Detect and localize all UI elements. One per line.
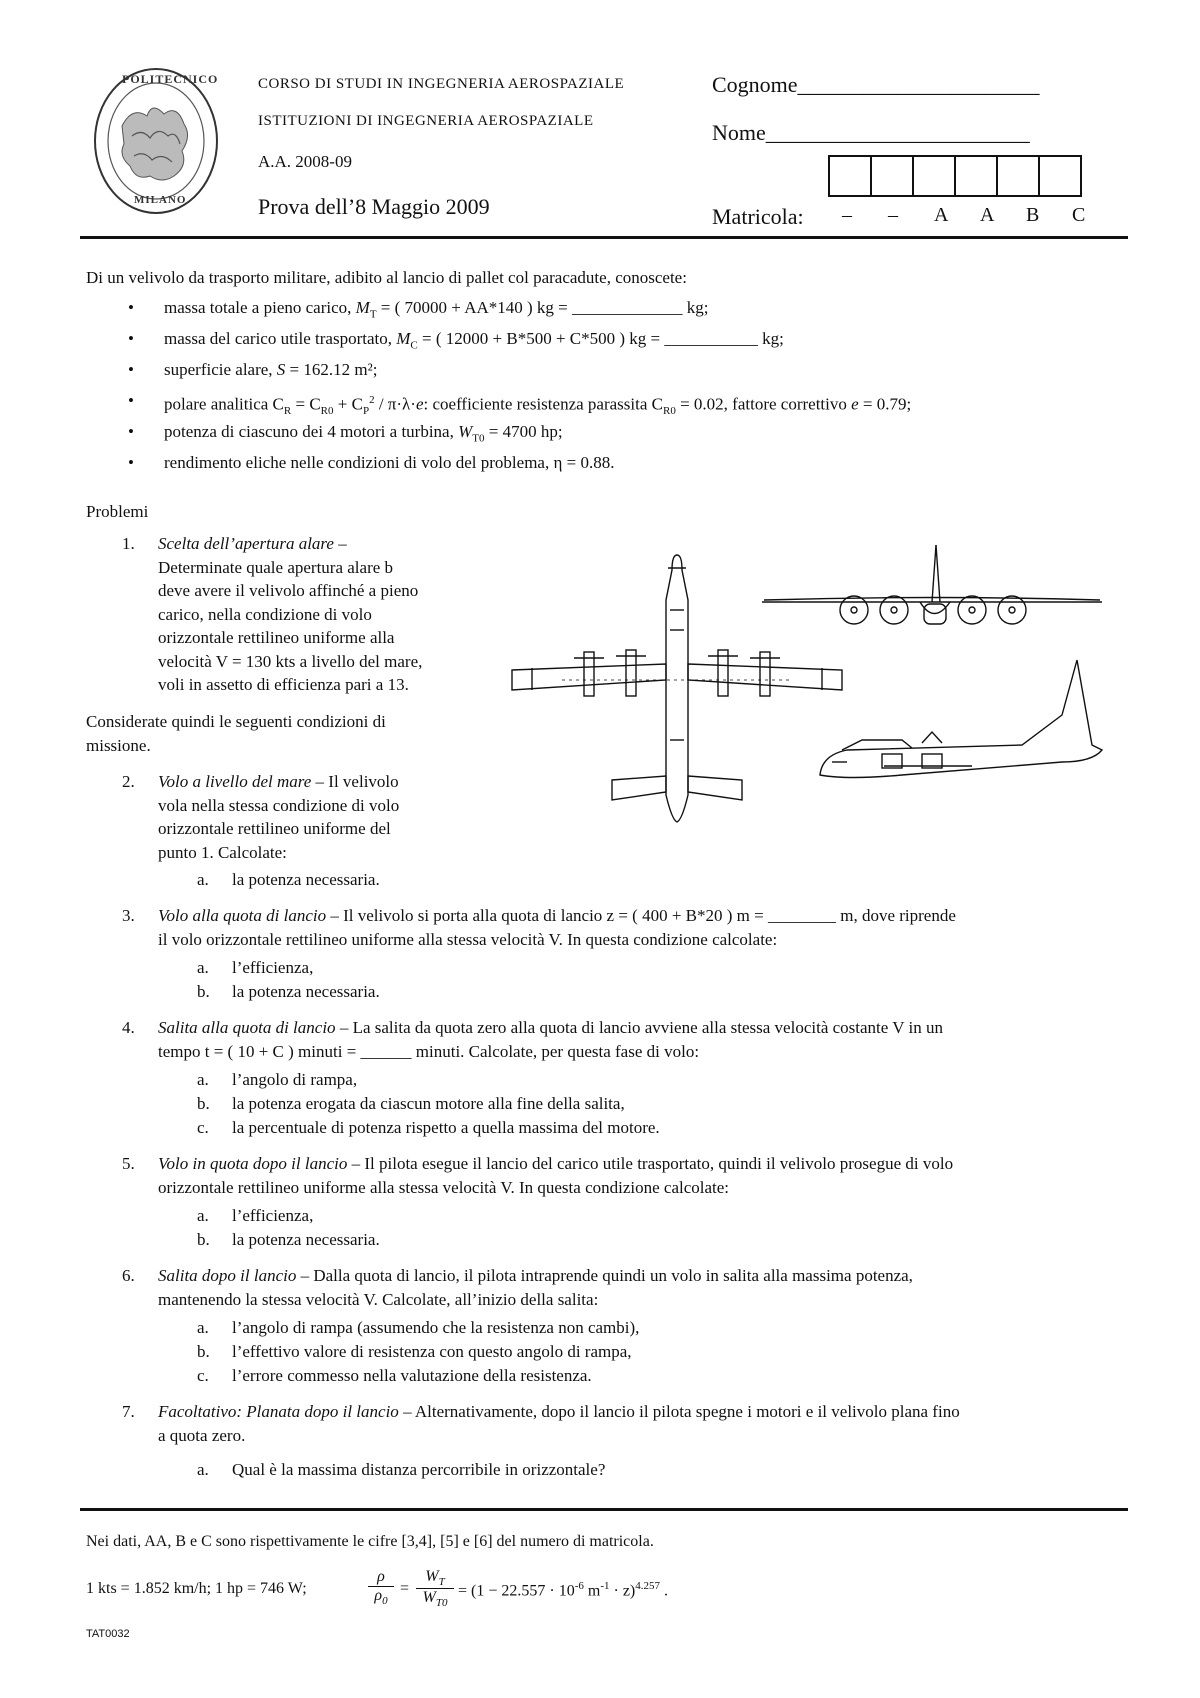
fraction-weight: $W_T$ $W_{T0}$ bbox=[416, 1568, 454, 1609]
footer-formula: 1 kts = 1.852 km/h; 1 hp = 746 W; ρ $\rho_0$ = $W_T$ $W_{T0}$ = ($1 - 22.557 \cdot 10^{-6}$ $m^{-1} \cdot z)^{4.257}$ . bbox=[86, 1568, 669, 1610]
consider-text: Considerate quindi le seguenti condizioni di missione. bbox=[86, 712, 386, 755]
university-seal bbox=[92, 66, 220, 216]
seal-text-top: POLITECNICO bbox=[122, 72, 219, 86]
fraction-rho: ρ $\rho_0$ bbox=[368, 1568, 394, 1607]
matricola-boxes[interactable] bbox=[828, 155, 1080, 197]
list-item: • rendimento eliche nelle condizioni di volo del problema, η = 0.88. bbox=[128, 453, 615, 472]
aircraft-top-view bbox=[512, 555, 842, 822]
matricola-box[interactable] bbox=[912, 155, 956, 197]
list-item: • potenza di ciascuno dei 4 motori a turbina, $W_{T0} = 4700$ hp; bbox=[128, 422, 563, 445]
matricola-digit: A bbox=[980, 204, 995, 226]
course-name: CORSO DI STUDI IN INGEGNERIA AEROSPAZIALE bbox=[258, 76, 625, 92]
matricola-box[interactable] bbox=[954, 155, 998, 197]
list-item: • superficie alare, S = 162.12 m²; bbox=[128, 360, 378, 379]
list-item: • massa del carico utile trasportato, $M_C$ = ( 12000 + B*500 + C*500 ) kg = ___________ kg; bbox=[128, 329, 784, 352]
matricola-box[interactable] bbox=[1038, 155, 1082, 197]
name-field[interactable]: Nome________________________ bbox=[712, 120, 1030, 145]
aircraft-front-view bbox=[762, 545, 1102, 624]
unit-conversions: 1 kts = 1.852 km/h; 1 hp = 746 W; bbox=[86, 1580, 307, 1597]
data-list bbox=[86, 296, 1146, 482]
list-item: • polare analitica $C_R = C_{R0} + C_P^2 / \pi\cdot\lambda\cdot e$: coefficiente resistenza parassita $C_{R0} = 0.02$, fattore correttivo e = 0.79; bbox=[128, 391, 912, 418]
matricola-digit: – bbox=[842, 204, 852, 226]
document-code: TAT0032 bbox=[86, 1628, 130, 1640]
header-divider bbox=[80, 236, 1128, 239]
problems-heading: Problemi bbox=[86, 502, 149, 521]
footer-divider bbox=[80, 1508, 1128, 1511]
matricola-digit: C bbox=[1072, 204, 1086, 226]
surname-field[interactable]: Cognome______________________ bbox=[712, 72, 1040, 97]
matricola-label: Matricola: bbox=[712, 204, 804, 229]
matricola-box[interactable] bbox=[996, 155, 1040, 197]
matricola-digit: B bbox=[1026, 204, 1040, 226]
list-item: • massa totale a pieno carico, $M_T$ = ( 70000 + AA*140 ) kg = _____________ kg; bbox=[128, 298, 709, 321]
matricola-box[interactable] bbox=[828, 155, 872, 197]
aircraft-three-view-drawing bbox=[502, 540, 1122, 840]
aircraft-side-view bbox=[820, 660, 1102, 778]
seal-text-bottom: MILANO bbox=[134, 194, 187, 206]
academic-year: A.A. 2008-09 bbox=[258, 152, 352, 171]
subject-name: ISTITUZIONI DI INGEGNERIA AEROSPAZIALE bbox=[258, 113, 594, 129]
matricola-digit: A bbox=[934, 204, 949, 226]
matricola-digit: – bbox=[888, 204, 898, 226]
footer-note: Nei dati, AA, B e C sono rispettivamente le cifre [3,4], [5] e [6] del numero di matricola. bbox=[86, 1533, 654, 1550]
intro-text: Di un velivolo da trasporto militare, adibito al lancio di pallet col paracadute, conoscete: bbox=[86, 268, 687, 287]
exam-date: Prova dell’8 Maggio 2009 bbox=[258, 194, 490, 219]
matricola-box[interactable] bbox=[870, 155, 914, 197]
